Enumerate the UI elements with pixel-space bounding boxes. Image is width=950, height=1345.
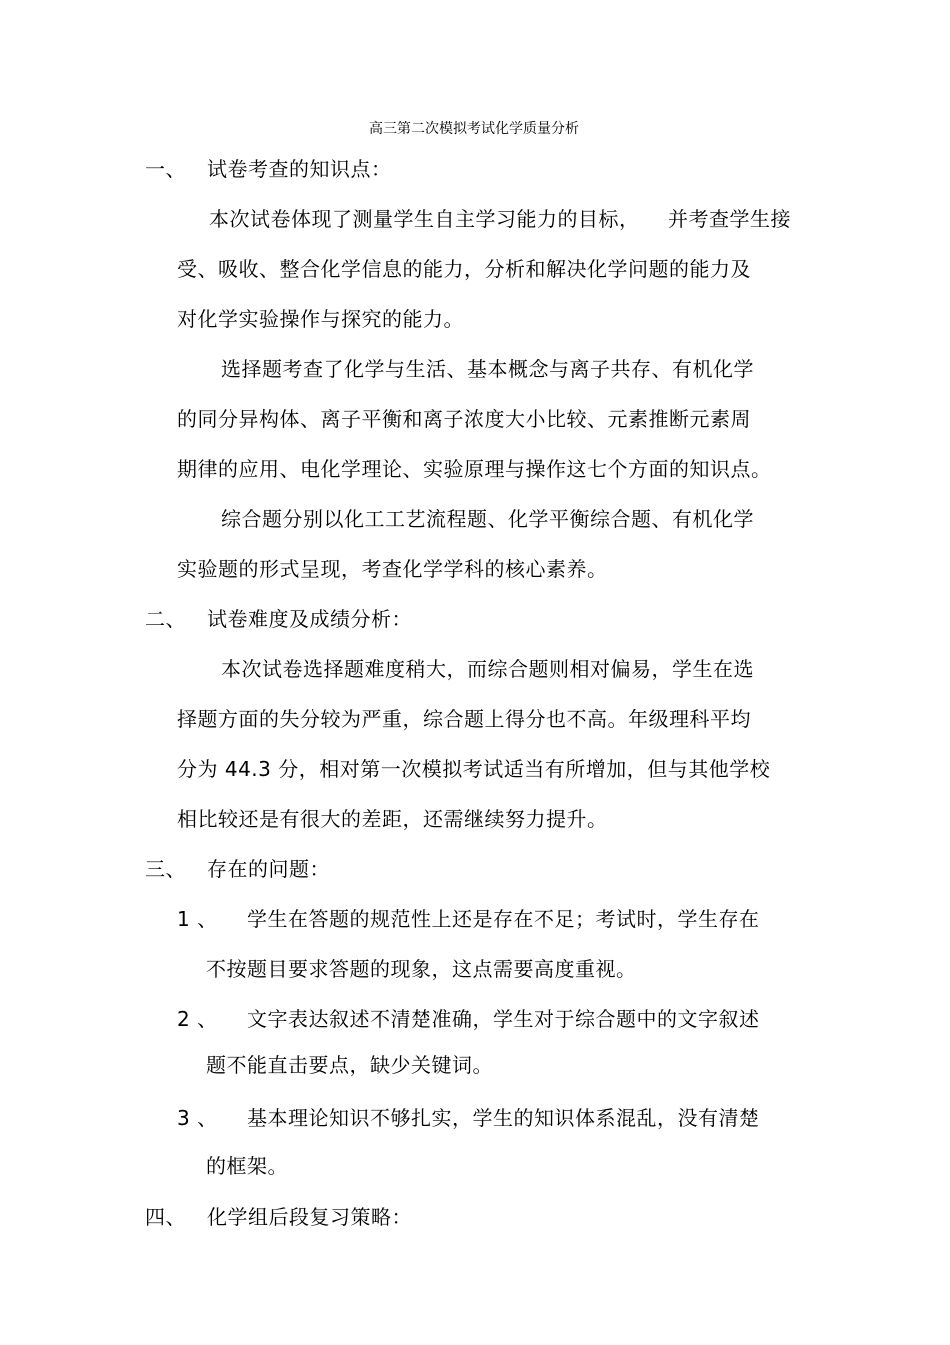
section-3-item-3-line-1: 基本理论知识不够扎实，学生的知识体系混乱，没有清楚	[247, 1106, 760, 1130]
section-1-number: 一、	[145, 157, 186, 181]
section-2-para-1-line-1: 本次试卷选择题难度稍大，而综合题则相对偏易，学生在选	[221, 657, 754, 681]
section-3-item-1-number: 1 、	[177, 907, 218, 931]
section-1-para-3-line-2: 实验题的形式呈现，考查化学学科的核心素养。	[177, 557, 608, 581]
section-3-number: 三、	[145, 857, 186, 881]
section-1-heading: 试卷考查的知识点：	[207, 157, 392, 181]
section-1-para-2-line-3: 期律的应用、电化学理论、实验原理与操作这七个方面的知识点。	[177, 457, 772, 481]
document-title: 高三第二次模拟考试化学质量分析	[369, 121, 579, 137]
section-2-para-1-line-2: 择题方面的失分较为严重，综合题上得分也不高。年级理科平均	[177, 707, 751, 731]
section-2-para-1-line-4: 相比较还是有很大的差距，还需继续努力提升。	[177, 807, 608, 831]
section-4-number: 四、	[145, 1205, 186, 1229]
section-3-item-1-line-1: 学生在答题的规范性上还是存在不足；考试时，学生存在	[247, 907, 760, 931]
section-3-item-1-line-2: 不按题目要求答题的现象，这点需要高度重视。	[206, 957, 637, 981]
section-2-para-1-line-3: 分为 44.3 分，相对第一次模拟考试适当有所增加，但与其他学校	[177, 757, 771, 781]
section-3-item-2-line-1: 文字表达叙述不清楚准确，学生对于综合题中的文字叙述	[247, 1007, 760, 1031]
section-3-item-2-line-2: 题不能直击要点，缺少关键词。	[206, 1053, 493, 1077]
section-1-para-1-line-2: 受、吸收、整合化学信息的能力，分析和解决化学问题的能力及	[177, 257, 751, 281]
section-1-para-2-line-1: 选择题考查了化学与生活、基本概念与离子共存、有机化学	[221, 357, 754, 381]
section-1-para-1-line-1a: 本次试卷体现了测量学生自主学习能力的目标，	[209, 207, 640, 231]
section-4-heading: 化学组后段复习策略：	[207, 1205, 412, 1229]
section-3-item-3-line-2: 的框架。	[206, 1154, 288, 1178]
section-2-heading: 试卷难度及成绩分析：	[207, 607, 412, 631]
section-1-para-1-line-3: 对化学实验操作与探究的能力。	[177, 307, 464, 331]
section-1-para-3-line-1: 综合题分别以化工工艺流程题、化学平衡综合题、有机化学	[221, 507, 754, 531]
section-1-para-2-line-2: 的同分异构体、离子平衡和离子浓度大小比较、元素推断元素周	[177, 407, 751, 431]
section-3-item-3-number: 3 、	[177, 1106, 218, 1130]
section-3-item-2-number: 2 、	[177, 1007, 218, 1031]
section-2-number: 二、	[145, 607, 186, 631]
section-1-para-1-line-1b: 并考查学生接	[668, 207, 791, 231]
section-3-heading: 存在的问题：	[207, 857, 330, 881]
